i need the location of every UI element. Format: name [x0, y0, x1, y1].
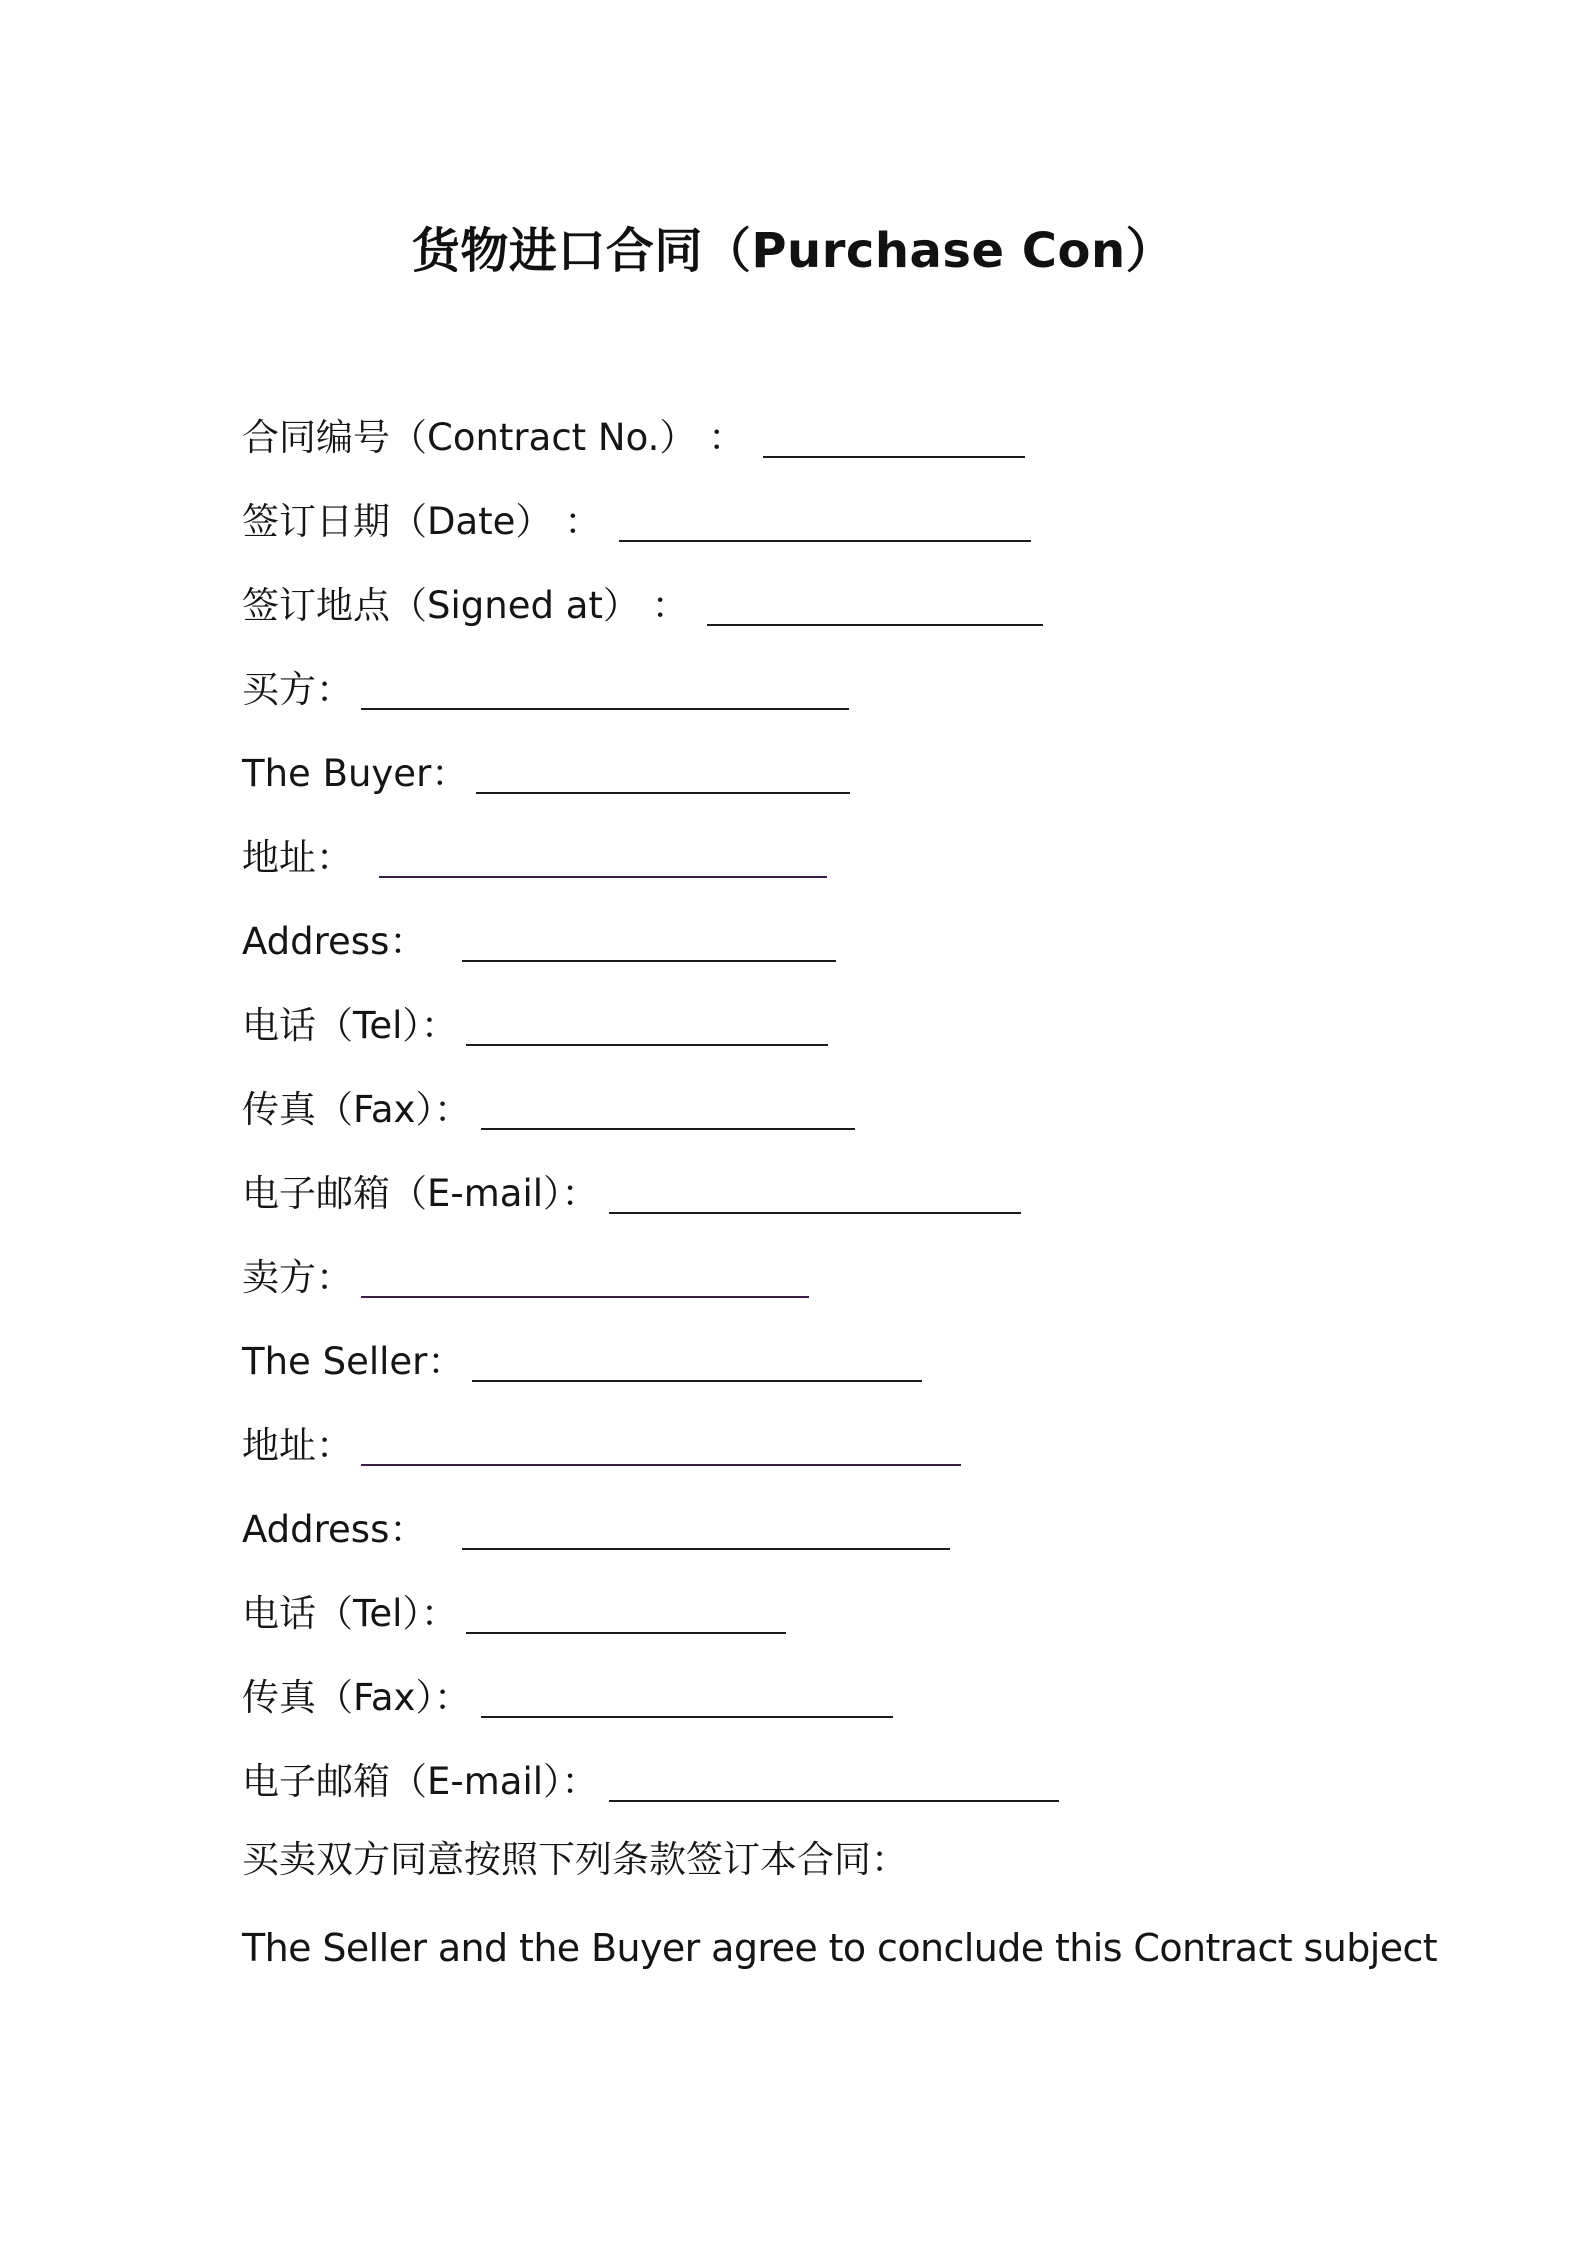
field-label: 电话（Tel）： [242, 1004, 458, 1047]
seller-cn-blank[interactable] [361, 1296, 809, 1298]
field-label: 签订日期（Date） ： [242, 500, 602, 543]
buyer-address-cn-field [242, 822, 827, 882]
buyer-tel-blank[interactable] [466, 1044, 828, 1046]
signing-date-blank[interactable] [619, 540, 1031, 542]
field-label: 地址： [242, 1424, 353, 1467]
buyer-en-field [242, 738, 850, 798]
buyer-cn-field [242, 654, 849, 714]
field-label: 电子邮箱（E-mail）： [242, 1172, 599, 1215]
contract-number-field [242, 402, 1025, 462]
field-label: 电话（Tel）： [242, 1592, 458, 1635]
agreement-text-en: The Seller and the Buyer agree to conclude this Contract subject [242, 1926, 1438, 1970]
buyer-fax-blank[interactable] [481, 1128, 855, 1130]
buyer-address-en-field [242, 906, 836, 966]
signing-place-field [242, 570, 1043, 630]
buyer-address-en-blank[interactable] [462, 960, 836, 962]
field-label: 传真（Fax）： [242, 1088, 471, 1131]
buyer-en-blank[interactable] [476, 792, 850, 794]
buyer-cn-blank[interactable] [361, 708, 849, 710]
seller-tel-blank[interactable] [466, 1632, 786, 1634]
field-label: The Seller： [242, 1340, 465, 1383]
field-label: 地址： [242, 836, 353, 879]
seller-address-en-blank[interactable] [462, 1548, 950, 1550]
field-label: 买方： [242, 668, 353, 711]
field-label: Address： [242, 920, 427, 963]
seller-email-field [242, 1746, 1059, 1806]
field-label: 卖方： [242, 1256, 353, 1299]
document-title: 货物进口合同（Purchase Con） [411, 223, 1175, 279]
seller-address-en-field [242, 1494, 950, 1554]
seller-cn-field [242, 1242, 809, 1302]
field-label: Address： [242, 1508, 427, 1551]
field-label: 合同编号（Contract No.） ： [242, 416, 746, 459]
agreement-text-cn: 买卖双方同意按照下列条款签订本合同： [242, 1838, 908, 1881]
seller-tel-field [242, 1578, 786, 1638]
seller-en-field [242, 1326, 922, 1386]
contract-number-blank[interactable] [763, 456, 1025, 458]
field-label: 电子邮箱（E-mail）： [242, 1760, 599, 1803]
seller-fax-blank[interactable] [481, 1716, 893, 1718]
seller-address-cn-field [242, 1410, 961, 1470]
buyer-address-cn-blank[interactable] [379, 876, 827, 878]
field-label: The Buyer： [242, 752, 469, 795]
buyer-fax-field [242, 1074, 855, 1134]
buyer-email-field [242, 1158, 1021, 1218]
field-label: 传真（Fax）： [242, 1676, 471, 1719]
buyer-tel-field [242, 990, 828, 1050]
field-label: 签订地点（Signed at） ： [242, 584, 689, 627]
signing-date-field [242, 486, 1031, 546]
seller-fax-field [242, 1662, 893, 1722]
seller-address-cn-blank[interactable] [361, 1464, 961, 1466]
signing-place-blank[interactable] [707, 624, 1043, 626]
seller-en-blank[interactable] [472, 1380, 922, 1382]
buyer-email-blank[interactable] [609, 1212, 1021, 1214]
seller-email-blank[interactable] [609, 1800, 1059, 1802]
